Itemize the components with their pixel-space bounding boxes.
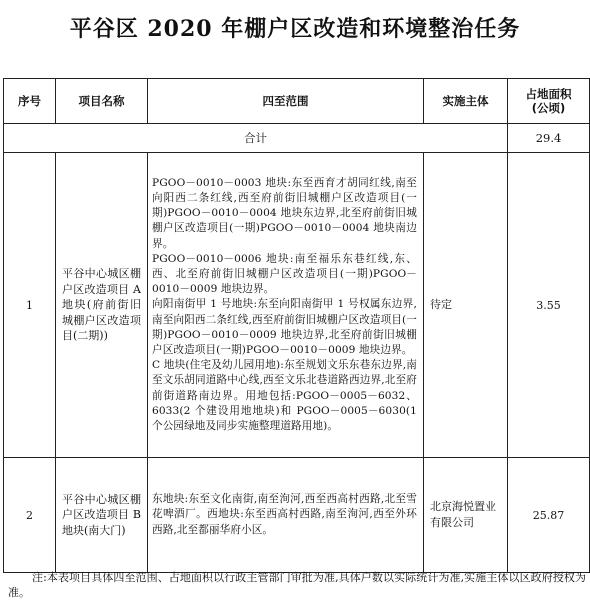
scope-paragraph: C 地块(住宅及幼儿园用地):东至规划文乐东巷东边界,南至文乐胡同道路中心线,西至文乐北巷道路西边界,北至府前街道路南边界。用地包括:PGOO－0005－6032、6033(2 个建设用地地块)和 PGOO－0005－6030(1 个公园绿地及同步实施整理道路用地)。 [152,359,417,433]
row-seq: 2 [4,458,56,573]
scope-paragraph: 东地块:东至文化南街,南至洵河,西至西高村西路,北至雪花啤酒厂。西地块:东至西高村西路,南至洵河,西至外环西路,北至都丽华府小区。 [152,493,417,536]
scope-paragraph: PGOO－0010－0003 地块:东至西育才胡同红线,南至向阳西二条红线,西至府前街旧城棚户区改造项目(一期)PGOO－0010－0004 地块东边界,北至府前街旧城棚户区改造项目(一期)PGOO－0010－0004 地块南边界。 [152,176,417,250]
row-area: 3.55 [508,153,590,458]
table-footnote: 注:本表项目具体四至范围、占地面积以行政主管部门审批为准,具体户数以实际统计为准,实施主体以区政府授权为准。 [8,571,586,599]
scope-paragraph: PGOO－0010－0006 地块:南至福乐东巷红线,东、西、北至府前街旧城棚户区改造项目(一期)PGOO－0010－0009 地块边界。 [152,252,417,296]
page-title: 平谷区 2020 年棚户区改造和环境整治任务 [69,16,521,42]
table-row [4,153,590,458]
row-scope [148,153,424,458]
row-implementer: 待定 [424,153,508,458]
table-header-row [4,79,590,124]
header-area [508,79,590,124]
header-name: 项目名称 [56,79,148,124]
header-area-unit: (公顷) [531,101,566,115]
row-seq: 1 [4,153,56,458]
row-scope [148,458,424,573]
header-seq: 序号 [4,79,56,124]
header-area-label: 占地面积 [525,87,572,101]
row-implementer: 北京海悦置业有限公司 [424,458,508,573]
header-scope: 四至范围 [148,79,424,124]
total-row [4,124,590,153]
scope-paragraph: 向阳南街甲 1 号地块:东至向阳南街甲 1 号权属东边界,南至向阳西二条红线,西至府前街旧城棚户区改造项目(一期)PGOO－0010－0009 地块边界,北至府前街旧城棚户区改造项目(一期)PGOO－0010－0009 地块边界。 [152,298,417,356]
row-project-name: 平谷中心城区棚户区改造项目 A 地块(府前街旧城棚户区改造项目(二期)) [56,153,148,458]
row-project-name: 平谷中心城区棚户区改造项目 B 地块(南大门) [56,458,148,573]
task-table [3,78,590,573]
table-row [4,458,590,573]
header-implementer: 实施主体 [424,79,508,124]
row-area: 25.87 [508,458,590,573]
total-value: 29.4 [508,124,590,153]
total-label: 合计 [4,124,508,153]
